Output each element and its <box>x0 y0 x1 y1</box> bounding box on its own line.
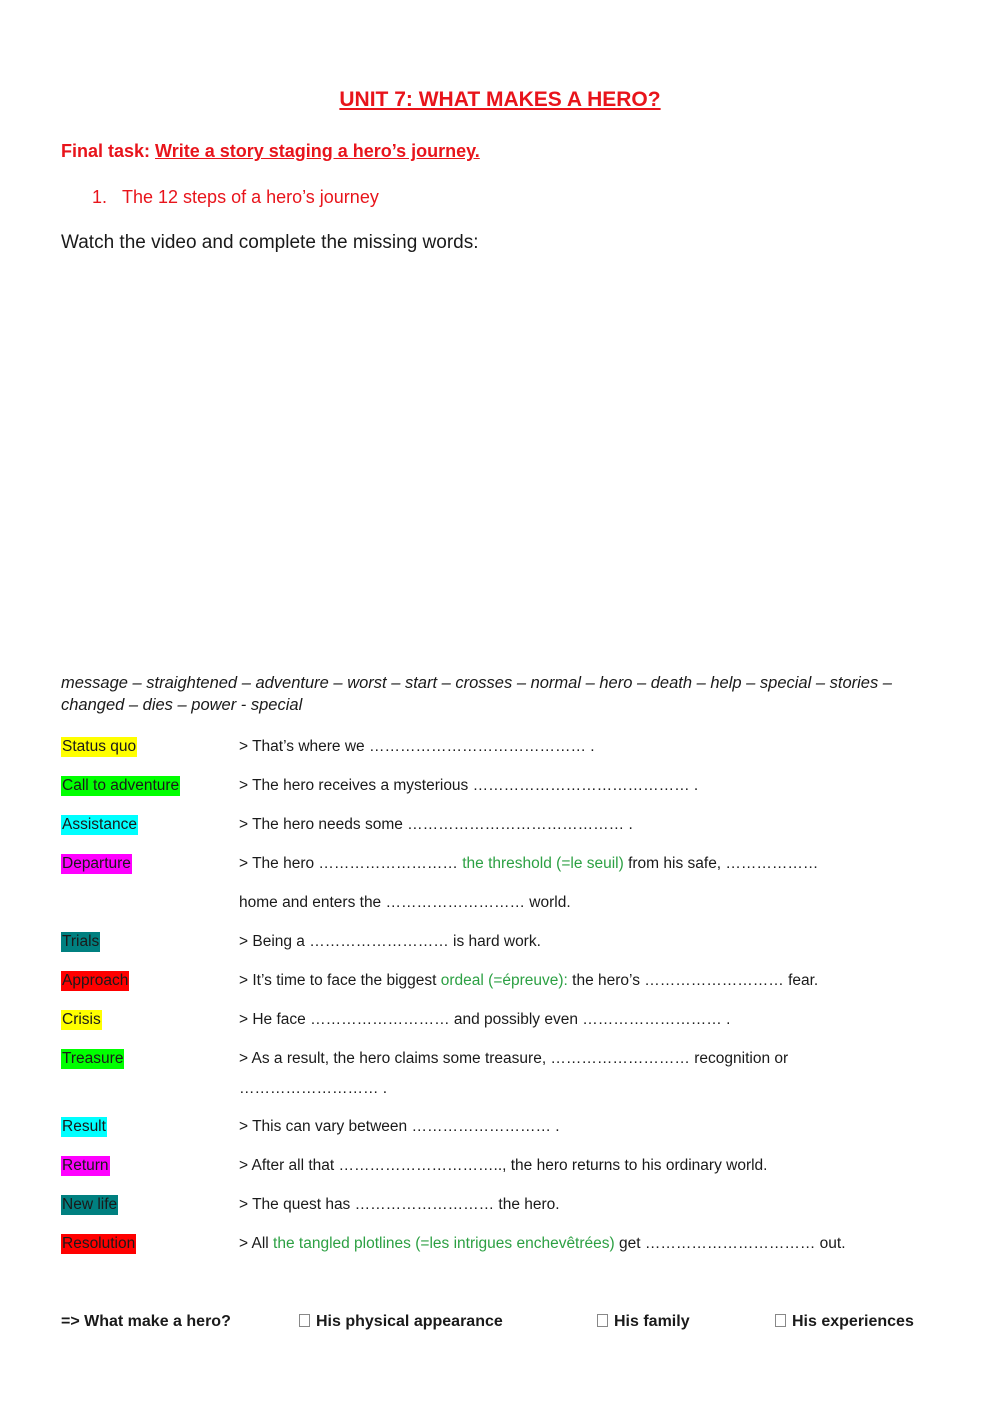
step-row-result <box>0 1117 1000 1141</box>
step-row-trials <box>0 932 1000 956</box>
step-row-call-to-adventure <box>0 776 1000 800</box>
sentence-part: > It’s time to face the biggest <box>239 972 441 989</box>
step-label: Call to adventure <box>62 777 180 794</box>
vocab-note: the threshold (=le seuil) <box>462 855 624 872</box>
step-label: Return <box>62 1157 109 1174</box>
step-sentence-cont: ……………………… . <box>239 1080 388 1097</box>
step-row-treasure <box>0 1049 1000 1073</box>
step-sentence: > The quest has ……………………… the hero. <box>239 1196 560 1213</box>
step-sentence <box>239 854 818 874</box>
final-task <box>61 141 480 162</box>
step-row-status-quo <box>0 737 1000 761</box>
sentence-part: > The hero ……………………… <box>239 855 463 872</box>
step-sentence: > Being a ……………………… is hard work. <box>239 933 541 950</box>
step-row-return <box>0 1156 1000 1180</box>
step-sentence: > As a result, the hero claims some treasure, ……………………… recognition or <box>239 1050 789 1067</box>
step-row-new-life <box>0 1195 1000 1219</box>
option-label: His family <box>614 1313 690 1330</box>
sentence-part: get …………………………… out. <box>614 1235 846 1252</box>
step-row-departure <box>0 854 1000 878</box>
instructions: Watch the video and complete the missing words: <box>61 232 479 253</box>
step-sentence <box>239 971 818 991</box>
sentence-part: from his safe, ……………… <box>623 855 819 872</box>
step-sentence: > That’s where we …………………………………… . <box>239 738 595 755</box>
checkbox-icon[interactable] <box>597 1314 608 1327</box>
step-sentence: > This can vary between ……………………… . <box>239 1118 560 1135</box>
step-label: New life <box>62 1196 118 1213</box>
option-experiences[interactable] <box>775 1313 914 1331</box>
step-sentence: > The hero needs some …………………………………… . <box>239 816 633 833</box>
sentence-part: the hero’s ……………………… fear. <box>567 972 819 989</box>
step-row-assistance <box>0 815 1000 839</box>
section-heading <box>92 187 379 208</box>
step-row-crisis <box>0 1010 1000 1034</box>
option-label: His physical appearance <box>316 1313 503 1330</box>
vocab-note: ordeal (=épreuve): <box>440 972 568 989</box>
checkbox-icon[interactable] <box>775 1314 786 1327</box>
final-task-text: Write a story staging a hero’s journey. <box>155 141 480 161</box>
step-label: Resolution <box>62 1235 136 1252</box>
step-sentence <box>239 1234 846 1254</box>
option-label: His experiences <box>792 1313 914 1330</box>
step-row-resolution <box>0 1234 1000 1258</box>
step-label: Crisis <box>62 1011 101 1028</box>
step-label: Treasure <box>62 1050 124 1067</box>
step-label: Departure <box>62 855 131 872</box>
word-bank: message – straightened – adventure – worst – start – crosses – normal – hero – death – help – special – stories – changed – dies – power - special <box>61 674 892 714</box>
step-label: Approach <box>62 972 129 989</box>
step-row-departure-cont <box>0 893 1000 917</box>
step-sentence: > The hero receives a mysterious …………………………………… . <box>239 777 699 794</box>
option-family[interactable] <box>597 1313 690 1331</box>
option-physical-appearance[interactable] <box>299 1313 503 1331</box>
step-row-approach <box>0 971 1000 995</box>
step-sentence: > He face ……………………… and possibly even ……………………… . <box>239 1011 731 1028</box>
question-text: => What make a hero? <box>61 1313 231 1330</box>
section-number: 1. <box>92 187 108 207</box>
step-sentence: > After all that ………………………….., the hero returns to his ordinary world. <box>239 1157 768 1174</box>
checkbox-icon[interactable] <box>299 1314 310 1327</box>
sentence-part: > All <box>239 1235 274 1252</box>
page-title: UNIT 7: WHAT MAKES A HERO? <box>339 88 661 111</box>
step-label: Assistance <box>62 816 137 833</box>
step-label: Result <box>62 1118 106 1135</box>
step-sentence-cont: home and enters the ……………………… world. <box>239 894 571 911</box>
vocab-note: the tangled plotlines (=les intrigues enchevêtrées) <box>273 1235 615 1252</box>
step-label: Status quo <box>62 738 137 755</box>
step-label: Trials <box>62 933 100 950</box>
step-row-treasure-cont <box>0 1079 1000 1103</box>
section-text: The 12 steps of a hero’s journey <box>122 187 379 207</box>
final-task-prefix: Final task: <box>61 141 156 161</box>
